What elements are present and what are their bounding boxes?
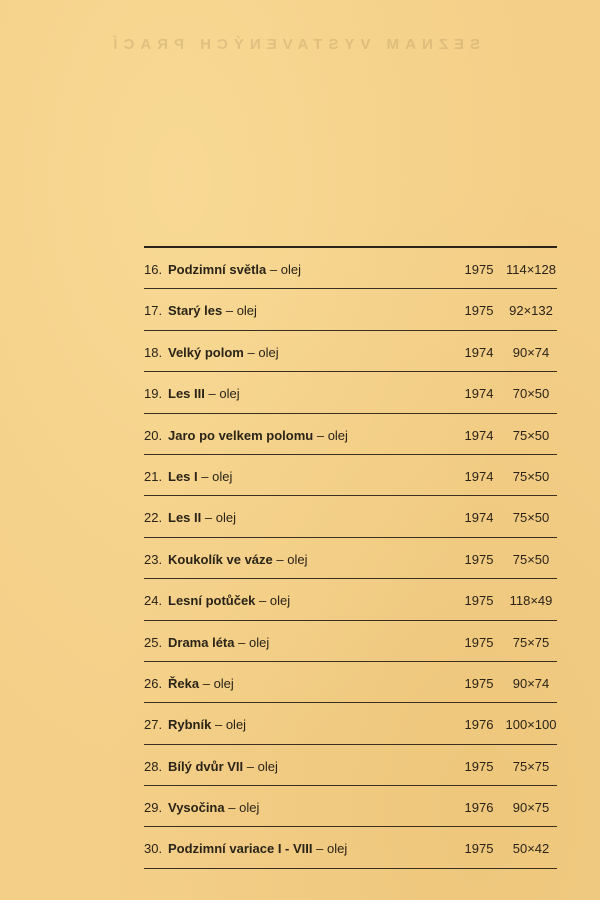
bleed-through-title: SEZNAM VYSTAVENÝCH PRACÍ	[107, 36, 480, 53]
item-number: 28.	[144, 758, 163, 774]
separator-dash: –	[246, 758, 254, 774]
separator-dash: –	[269, 262, 278, 277]
item-title-line	[168, 345, 279, 360]
item-number: 25.	[144, 634, 163, 650]
artwork-medium: olej	[280, 262, 301, 277]
artwork-medium: olej	[269, 593, 291, 609]
item-title-line	[168, 386, 240, 401]
artwork-title: Podzimní variace I - VIII	[168, 841, 313, 857]
artwork-dimensions: 75×75	[512, 758, 550, 774]
artwork-dimensions: 75×50	[512, 551, 550, 567]
separator-dash: –	[316, 841, 324, 857]
item-title-line	[168, 552, 308, 567]
item-title-line	[168, 428, 348, 443]
item-title-line	[168, 262, 301, 277]
artwork-medium: olej	[219, 386, 240, 402]
artwork-medium: olej	[239, 800, 260, 816]
artwork-dimensions: 90×74	[512, 344, 550, 360]
list-item	[144, 372, 557, 413]
item-title-line	[168, 303, 257, 318]
artwork-year: 1975	[464, 593, 494, 609]
artwork-year: 1974	[464, 427, 494, 443]
artwork-year: 1975	[464, 634, 494, 650]
artwork-title: Les III	[168, 386, 205, 402]
separator-dash: –	[316, 427, 325, 443]
item-number: 24.	[144, 593, 163, 609]
artwork-dimensions: 100×100	[505, 717, 557, 733]
artwork-year: 1976	[464, 800, 494, 816]
artwork-medium: olej	[258, 344, 279, 360]
artwork-title: Jaro po velkem polomu	[168, 427, 314, 443]
artwork-year: 1975	[464, 841, 494, 857]
item-title-line	[168, 635, 269, 650]
artwork-medium: olej	[215, 510, 236, 526]
list-item	[144, 414, 557, 455]
separator-dash: –	[204, 510, 213, 526]
list-item	[144, 579, 557, 620]
artwork-dimensions: 90×75	[512, 800, 550, 816]
artwork-dimensions: 75×50	[512, 468, 550, 484]
separator-dash: –	[259, 593, 267, 609]
artwork-medium: olej	[326, 841, 348, 857]
item-number: 30.	[144, 841, 163, 857]
item-title-line	[168, 469, 232, 484]
artwork-year: 1975	[464, 262, 494, 277]
item-number: 23.	[144, 551, 163, 567]
artwork-title: Koukolík ve váze	[168, 551, 273, 567]
artwork-dimensions: 92×132	[509, 303, 553, 319]
item-title-line	[168, 593, 290, 608]
artwork-medium: olej	[212, 468, 233, 484]
item-title-line	[168, 676, 234, 691]
separator-dash: –	[202, 675, 210, 691]
item-title-line	[168, 800, 259, 815]
list-item	[144, 248, 557, 289]
artwork-medium: olej	[287, 551, 308, 567]
artwork-year: 1975	[464, 303, 494, 319]
item-number: 16.	[144, 262, 163, 277]
artwork-year: 1975	[464, 758, 494, 774]
artwork-medium: olej	[257, 758, 278, 774]
artwork-title: Starý les	[168, 303, 223, 319]
artwork-year: 1974	[464, 386, 494, 402]
separator-dash: –	[276, 551, 284, 567]
separator-dash: –	[214, 717, 223, 733]
separator-dash: –	[208, 386, 216, 402]
list-item	[144, 289, 557, 330]
separator-dash: –	[228, 800, 236, 816]
artwork-dimensions: 90×74	[512, 675, 550, 691]
artwork-year: 1975	[464, 551, 494, 567]
list-item	[144, 455, 557, 496]
artwork-medium: olej	[213, 675, 234, 691]
item-number: 20.	[144, 427, 163, 443]
item-number: 22.	[144, 510, 163, 526]
artwork-medium: olej	[248, 634, 270, 650]
separator-dash: –	[201, 468, 209, 484]
artwork-title: Drama léta	[168, 634, 235, 650]
item-title-line	[168, 717, 246, 732]
artwork-title: Velký polom	[168, 344, 244, 360]
artwork-title: Rybník	[168, 717, 212, 733]
artwork-year: 1974	[464, 510, 494, 526]
artwork-dimensions: 75×50	[512, 510, 550, 526]
artwork-dimensions: 75×75	[512, 634, 550, 650]
artwork-year: 1976	[464, 717, 494, 733]
artwork-title: Podzimní světla	[168, 262, 267, 277]
artwork-year: 1974	[464, 344, 494, 360]
item-number: 29.	[144, 800, 163, 816]
list-item	[144, 538, 557, 579]
item-number: 21.	[144, 468, 163, 484]
list-item	[144, 621, 557, 662]
artwork-dimensions: 75×50	[512, 427, 550, 443]
artwork-dimensions: 118×49	[509, 593, 553, 609]
artwork-year: 1974	[464, 468, 494, 484]
item-number: 27.	[144, 717, 163, 733]
item-title-line	[168, 510, 236, 525]
artwork-dimensions: 114×128	[505, 262, 556, 277]
item-title-line	[168, 759, 278, 774]
list-item	[144, 496, 557, 537]
item-title-line	[168, 841, 347, 856]
works-list	[144, 246, 557, 869]
item-number: 19.	[144, 386, 163, 402]
artwork-title: Vysočina	[168, 800, 225, 816]
separator-dash: –	[225, 303, 234, 319]
artwork-title: Lesní potůček	[168, 593, 256, 609]
list-item	[144, 786, 557, 827]
artwork-medium: olej	[236, 303, 257, 319]
separator-dash: –	[238, 634, 246, 650]
item-number: 26.	[144, 675, 163, 691]
list-item	[144, 331, 557, 372]
artwork-title: Les I	[168, 468, 198, 484]
artwork-title: Řeka	[168, 675, 200, 691]
artwork-title: Les II	[168, 510, 202, 526]
item-number: 18.	[144, 344, 163, 360]
separator-dash: –	[247, 344, 255, 360]
artwork-medium: olej	[225, 717, 247, 733]
list-item	[144, 745, 557, 786]
item-number: 17.	[144, 303, 163, 319]
list-item	[144, 662, 557, 703]
artwork-year: 1975	[464, 675, 494, 691]
artwork-dimensions: 50×42	[512, 841, 550, 857]
list-item	[144, 703, 557, 744]
artwork-title: Bílý dvůr VII	[168, 758, 244, 774]
list-item	[144, 827, 557, 868]
artwork-medium: olej	[327, 427, 348, 443]
artwork-dimensions: 70×50	[512, 386, 550, 402]
